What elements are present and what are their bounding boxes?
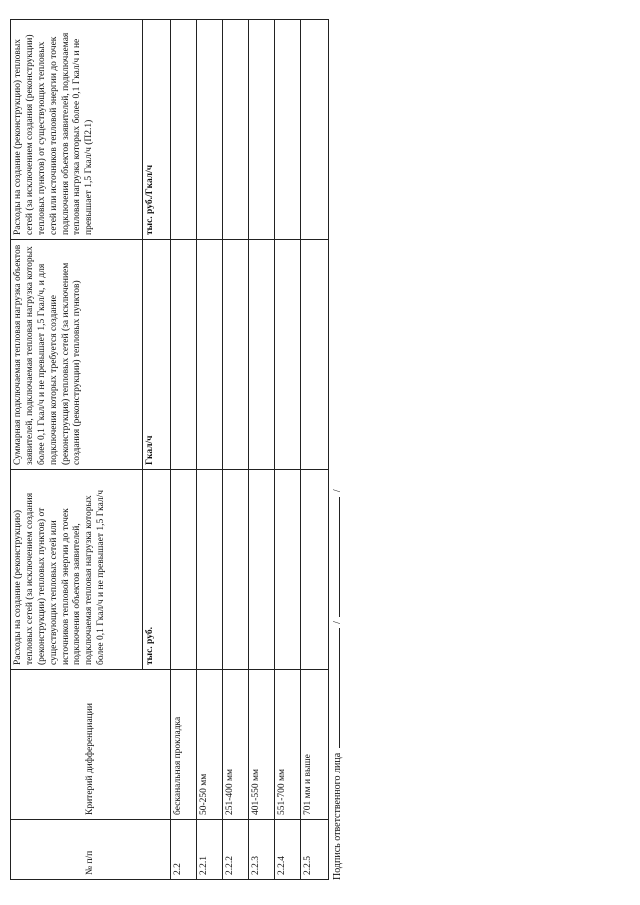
cell-empty[interactable] xyxy=(171,470,197,670)
cell-empty[interactable] xyxy=(223,20,249,240)
cell-empty[interactable] xyxy=(223,470,249,670)
row-label: бесканальная прокладка xyxy=(171,670,197,820)
cell-empty[interactable] xyxy=(301,470,329,670)
table-row xyxy=(171,20,197,880)
signature-sep: / xyxy=(332,489,343,493)
table-row xyxy=(301,20,329,880)
row-num: 2.2.4 xyxy=(275,820,301,880)
row-num: 2.2.2 xyxy=(223,820,249,880)
cell-empty[interactable] xyxy=(197,20,223,240)
cell-empty[interactable] xyxy=(275,470,301,670)
signature-name-field[interactable] xyxy=(339,497,340,617)
header-num: № п/п xyxy=(11,820,171,880)
table-row xyxy=(249,20,275,880)
cell-empty[interactable] xyxy=(275,240,301,470)
header-col-b: Суммарная подключаемая тепловая нагрузка объектов заявителей, подключаемая тепловая нагрузка которых более 0,1 Гкал/ч и не превышает 1,5 Гкал/ч, и для подключения которых требуется создание (реконструкция) тепловых сетей (за исключением создания (реконструкции) тепловых пунктов) xyxy=(11,240,143,470)
cell-empty[interactable] xyxy=(223,240,249,470)
header-col-a: Расходы на создание (реконструкцию) тепловых сетей (за исключением создания (реконструкции) тепловых пунктов) от существующих тепловых сетей или источников тепловой энергии до точек подключения объектов заявителей, подключаемая тепловая нагрузка которых более 0,1 Гкал/ч и не превышает 1,5 Гкал/ч xyxy=(11,470,143,670)
cell-empty[interactable] xyxy=(249,240,275,470)
row-num: 2.2.3 xyxy=(249,820,275,880)
table-row xyxy=(223,20,249,880)
cell-empty[interactable] xyxy=(171,240,197,470)
unit-col-c: тыс. руб./Гкал/ч xyxy=(143,20,171,240)
row-label: 551-700 мм xyxy=(275,670,301,820)
table-row xyxy=(197,20,223,880)
cell-empty[interactable] xyxy=(301,20,329,240)
rotated-content xyxy=(10,20,350,880)
row-num: 2.2 xyxy=(171,820,197,880)
signature-field[interactable] xyxy=(339,628,340,748)
signature-label: Подпись ответственного лица xyxy=(332,752,343,880)
tariff-table xyxy=(10,19,329,880)
header-col-c: Расходы на создание (реконструкцию) тепловых сетей (за исключением создания (реконструкции) тепловых пунктов) от существующих тепловых сетей или источников тепловой энергии до точек подключения объектов заявителей, подключаемая тепловая нагрузка которых более 0,1 Гкал/ч и не превышает 1,5 Гкал/ч (П2.1) xyxy=(11,20,143,240)
row-label: 701 мм и выше xyxy=(301,670,329,820)
cell-empty[interactable] xyxy=(249,470,275,670)
cell-empty[interactable] xyxy=(275,20,301,240)
row-num: 2.2.5 xyxy=(301,820,329,880)
signature-line xyxy=(332,489,343,880)
row-label: 251-400 мм xyxy=(223,670,249,820)
cell-empty[interactable] xyxy=(301,240,329,470)
unit-col-a: тыс. руб. xyxy=(143,470,171,670)
header-row xyxy=(11,20,143,880)
signature-sep: / xyxy=(332,621,343,624)
cell-empty[interactable] xyxy=(249,20,275,240)
header-criterion: Критерий дифференциации xyxy=(11,670,171,820)
cell-empty[interactable] xyxy=(197,240,223,470)
row-label: 401-550 мм xyxy=(249,670,275,820)
cell-empty[interactable] xyxy=(197,470,223,670)
row-label: 50-250 мм xyxy=(197,670,223,820)
row-num: 2.2.1 xyxy=(197,820,223,880)
table-row xyxy=(275,20,301,880)
cell-empty[interactable] xyxy=(171,20,197,240)
unit-col-b: Гкал/ч xyxy=(143,240,171,470)
